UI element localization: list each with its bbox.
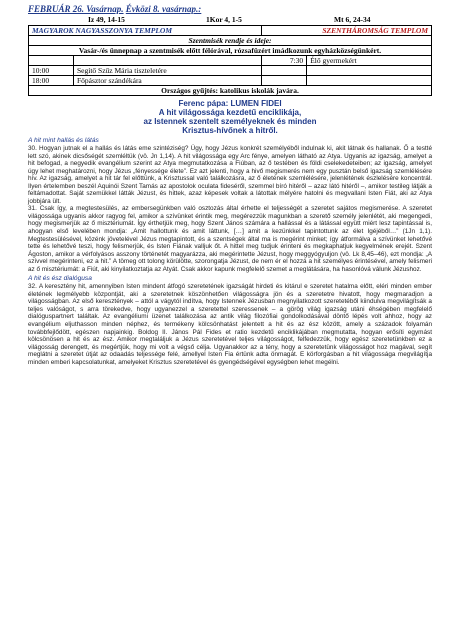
- title-line: az Istennek szentelt személyeknek és minden: [143, 117, 317, 126]
- mass-schedule-table: [28, 25, 432, 96]
- rosary-notice: Vasár-/és ünnepnap a szentmisék előtt félórával, rózsafüzért imádkozunk egyházközségünkért.: [29, 46, 432, 56]
- title-line: A hit világossága kezdetű enciklikája,: [158, 108, 302, 117]
- reading-gospel: Mt 6, 24-34: [334, 15, 371, 24]
- schedule-row: [29, 66, 432, 76]
- reading-second: 1Kor 4, 1-5: [206, 15, 242, 24]
- title-line: Ferenc pápa: LUMEN FIDEI: [178, 99, 282, 108]
- schedule-row: [29, 76, 432, 86]
- reading-first: Iz 49, 14-15: [88, 15, 125, 24]
- sunday-label: Évközi 8. vasárnap.:: [125, 4, 202, 14]
- date-label: FEBRUÁR 26. Vasárnap.: [28, 4, 124, 14]
- mass-time: 18:00: [29, 76, 74, 86]
- readings-line: [28, 15, 432, 25]
- paragraph-32: 32. A keresztény hit, amennyiben Isten mindent átfogó szeretetének igazságát hirdeti és kitárul e szeretet hatalma előtt, eléri minden ember életének legmélyebb központját, aki a szeretetnek köszönhetően világosságra jön és a szeretetre hivatott, hogy megmaradjon a világosságban. Az első keresztények – attól a vágytól indítva, hogy Istennek Jézusban megnyilatkozott szeretetéből kiindulva megvilágítsák a teljes valóságot, s arra törekedve, hogy ugyanezzel a szeretettel szeressenek – a görög világ igazság utáni éhségében megfelelő dialóguspartnert találtak. Az evangéliumi üzenet találkozása az antik világ filozófiai gondolkodásával döntő lépés volt ahhoz, hogy az evangélium eljuthasson minden néphez, és termékeny kölcsönhatást jelentett a hit és az ész között, amely a századok folyamán továbbfejlődött, egészen napjainkig. Boldog II. János Pál Fides et ratio kezdetű enciklikájában megmutatta, hogyan erősíti egymást kölcsönösen a hit és az ész. Amikor megtaláljuk a Jézus szeretetével teljes világosságot, felfedezzük, hogy egész szeretetünkben ez a világosság derengett, és megértjük, hogy mi volt a végső célja. Ugyanakkor az a tény, hogy a szeretetünk világosságot hoz magával, segít meglátni a szeretet útját az odaadás teljessége felé, amellyel Isten Fia értünk adta önmagát. E körforgásban a hit világossága megvilágítja minden emberi kapcsolatunkat, amelyeket Krisztus szeretetével és gyengédségével egységben lehet megélni.: [28, 283, 432, 366]
- right-event: Élő gyermekért: [307, 56, 432, 66]
- collection-row: [29, 86, 432, 96]
- section-heading: A hit és ész dialógusa: [28, 275, 92, 283]
- mass-intention: Főpásztor szándékára: [74, 76, 262, 86]
- section-heading: A hit mint hallás és látás: [28, 137, 99, 144]
- title-line: Krisztus-hívőnek a hitről.: [182, 126, 278, 135]
- schedule-row: [29, 56, 432, 66]
- schedule-subtitle-row: [29, 36, 432, 46]
- mass-intention: Segítő Szűz Mária tiszteletére: [74, 66, 262, 76]
- right-time: 7:30: [262, 56, 307, 66]
- collection-notice: Országos gyűjtés: katolikus iskolák javára.: [29, 86, 432, 96]
- date-line: [28, 4, 432, 15]
- notice-row: [29, 46, 432, 56]
- church-header-row: [29, 26, 432, 36]
- right-church-name: SZENTHÁROMSÁG TEMPLOM: [262, 26, 432, 36]
- paragraph-30: 30. Hogyan jutnak el a hallás és látás eme szintéziség? Úgy, hogy Jézus konkrét személyéből indulnak ki, akit látnak és hallanak. Ő a testté lett szó, akinek dicsőségét szemléltük (vö. Jn 1,14). A hit világossága egy Arc fénye, amelyen látható az Atya. Ugyanis az igazság, amelyet a hit befogad, a negyedik evangélium szerint az Atya megmutatkozása a Fiúban, az ő testében és földi cselekedeteiben; az igazság, amelyet úgy lehet meghatározni, hogy Jézus „fényessége élete”. Ez azt jelenti, hogy a hivő megismerés nem egy pusztán belső igazság szemlélésére hív. Az igazság, amelyet a hit tár fel előttünk, a Krisztussal való találkozásra, az ő életének szemlélésére, jelenlétének észlelésére koncentrál. Ilyen értelemben beszél Aquinói Szent Tamás az apostolok oculata fideséről, szemmel bíró hitéről – azaz látó hitéről –, amikor testileg látják a feltámadottat. Saját szemükkel látták Jézust, és hittek, azaz képesek voltak a látottak mélyére hatolni és megvallani Isten Fiát, aki az Atya jobbjára ült.: [28, 145, 432, 205]
- article-title: [28, 99, 432, 135]
- paragraph-31: 31. Csak így, a megtestesülés, az embersegünkben való osztozás által érhette el teljességét a szeretet sajátos megismerése. A szeretet világossága ugyanis akkor ragyog fel, amikor a szívünket érintik meg, megérezzük magunkban a szerető személy jelenlétét, aki megengedi, hogy megismerjük az ő misztériumát. Így érthetjük meg, hogy Szent János számára a hallással és a látással együtt miért lesz tapintással is, ahogyan első levelében mondja: „Amit hallottunk és amit láttunk, […] amit a kezünkkel tapintottunk az élet Igéjéből…” (1Jn 1,1). Megtestesülésével, közénk jövetelével Jézus megtapintott, és a szentségek által ma is megérint minket; így átformálva a szívünket lehetővé tette és lehetővé teszi, hogy felismerjük, és Isten Fiának valljuk őt. A hittel meg tudjuk érinteni és megkaphatjuk kegyelmének erejét. Szent Ágoston, amikor a vérfolyásos asszony történetét magyarázza, aki megérintette Jézust, hogy meggyógyuljon (vö. Lk 8,45–46), ezt mondja: „A szívvel megérinteni, ez a hit.” A tömeg ott tolong körülötte, szorongatja Jézust, de nem ér el hozzá a hit személyes érintésével, amely felismeri az ő misztériumát: a Fiút, aki kinyilatkoztatja az Atyát. Csak akkor kapunk megfelelő szemet a meglátására, ha hasonlóvá válunk Jézushoz.: [28, 205, 432, 273]
- left-church-name: MAGYAROK NAGYASSZONYA TEMPLOM: [29, 26, 262, 36]
- mass-time: 10:00: [29, 66, 74, 76]
- bulletin-page: [28, 4, 432, 366]
- schedule-subtitle: Szentmisék rendje és ideje:: [29, 36, 432, 46]
